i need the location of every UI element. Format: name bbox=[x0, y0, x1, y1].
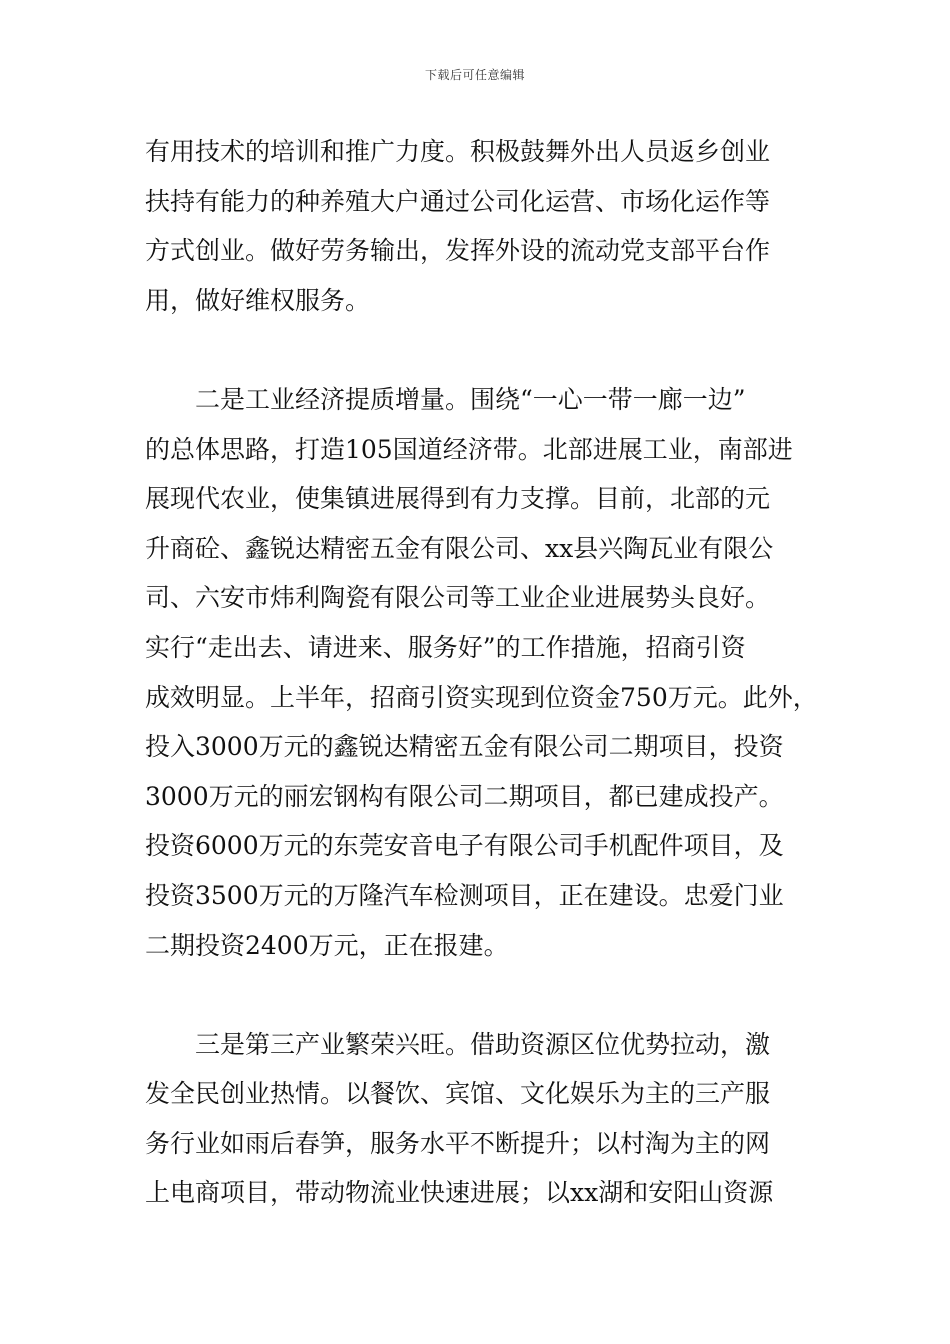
text-line: 投入3000万元的鑫锐达精密五金有限公司二期项目，投资 bbox=[145, 732, 784, 762]
text-line: 发全民创业热情。以餐饮、宾馆、文化娱乐为主的三产服 bbox=[145, 1079, 771, 1109]
text-line: 成效明显。上半年，招商引资实现到位资金750万元。此外， bbox=[145, 682, 818, 712]
body-text bbox=[145, 127, 835, 1218]
text-line: 实行“走出去、请进来、服务好”的工作措施，招商引资 bbox=[145, 632, 746, 662]
text-line: 3000万元的丽宏钢构有限公司二期项目，都已建成投产。 bbox=[145, 781, 784, 811]
text-line: 三是第三产业繁荣兴旺。借助资源区位优势拉动，激 bbox=[145, 1029, 771, 1059]
page-header: 下载后可任意编辑 bbox=[424, 68, 525, 82]
paragraph-3 bbox=[145, 1020, 835, 1218]
text-line: 有用技术的培训和推广力度。积极鼓舞外出人员返乡创业 bbox=[145, 137, 771, 166]
text-line: 用，做好维权服务。 bbox=[145, 285, 371, 315]
paragraph-1 bbox=[145, 127, 835, 325]
paragraph-2 bbox=[145, 375, 835, 970]
text-line: 的总体思路，打造105国道经济带。北部进展工业，南部进 bbox=[145, 434, 793, 464]
text-line: 扶持有能力的种养殖大户通过公司化运营、市场化运作等 bbox=[145, 186, 771, 216]
text-line: 务行业如雨后春笋，服务水平不断提升；以村淘为主的网 bbox=[145, 1128, 771, 1158]
text-line: 方式创业。做好劳务输出，发挥外设的流动党支部平台作 bbox=[145, 236, 771, 266]
text-line: 二期投资2400万元，正在报建。 bbox=[145, 930, 509, 960]
text-line: 上电商项目，带动物流业快速进展；以xx湖和安阳山资源 bbox=[145, 1178, 774, 1208]
paragraph-gap bbox=[145, 970, 835, 1020]
text-line: 司、六安市炜利陶瓷有限公司等工业企业进展势头良好。 bbox=[145, 583, 771, 613]
text-line: 升商砼、鑫锐达精密五金有限公司、xx县兴陶瓦业有限公 bbox=[145, 533, 774, 563]
text-line: 投资6000万元的东莞安音电子有限公司手机配件项目，及 bbox=[145, 831, 784, 861]
text-line: 投资3500万元的万隆汽车检测项目，正在建设。忠爱门业 bbox=[145, 880, 784, 910]
text-line: 二是工业经济提质增量。围绕“一心一带一廊一边” bbox=[145, 384, 746, 414]
paragraph-gap bbox=[145, 325, 835, 375]
text-line: 展现代农业，使集镇进展得到有力支撑。目前，北部的元 bbox=[145, 484, 771, 514]
